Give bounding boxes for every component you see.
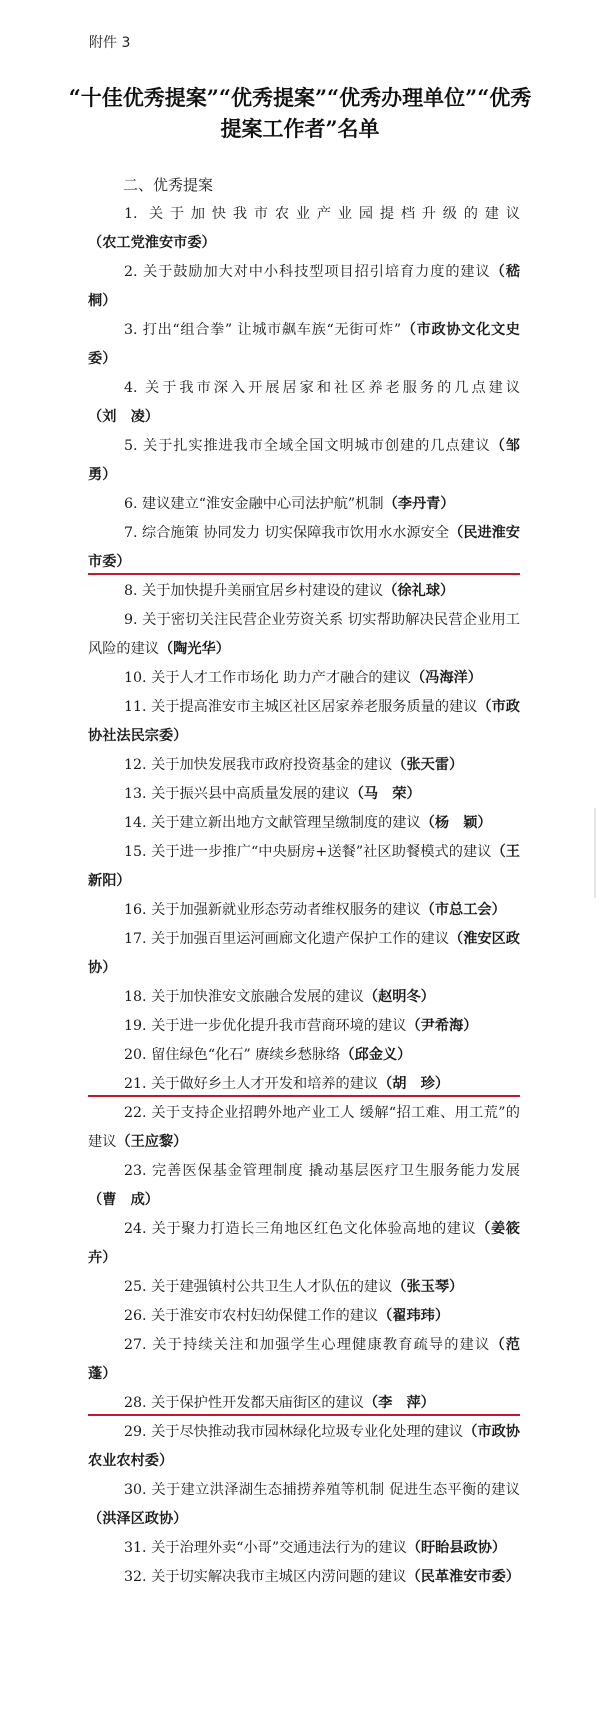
list-item: 15. 关于进一步推广“中央厨房+送餐”社区助餐模式的建议（王新阳） xyxy=(88,844,520,889)
list-item-highlighted: 7. 综合施策 协同发力 切实保障我市饮用水水源安全（民进淮安市委） xyxy=(88,519,520,577)
list-item: 25. 关于建强镇村公共卫生人才队伍的建议（张玉琴） xyxy=(124,1279,464,1295)
list-item: 11. 关于提高淮安市主城区社区居家养老服务质量的建议（市政协社法民宗委） xyxy=(88,699,520,744)
list-item: 18. 关于加快淮安文旅融合发展的建议（赵明冬） xyxy=(124,989,435,1005)
list-item: 30. 关于建立洪泽湖生态捕捞养殖等机制 促进生态平衡的建议（洪泽区政协） xyxy=(88,1482,520,1527)
page-title: “十佳优秀提案”“优秀提案”“优秀办理单位”“优秀提案工作者”名单 xyxy=(68,85,532,141)
list-item: 1. 关于加快我市农业产业园提档升级的建议（农工党淮安市委） xyxy=(88,206,520,251)
list-item: 4. 关于我市深入开展居家和社区养老服务的几点建议（刘 凌） xyxy=(88,380,520,425)
list-item: 8. 关于加快提升美丽宜居乡村建设的建议（徐礼球） xyxy=(124,583,455,599)
proposal-list xyxy=(88,200,535,1592)
list-item: 29. 关于尽快推动我市园林绿化垃圾专业化处理的建议（市政协农业农村委） xyxy=(88,1424,520,1469)
list-item: 3. 打出“组合拳” 让城市飙车族“无街可炸”（市政协文化文史委） xyxy=(88,322,520,367)
list-item: 12. 关于加快发展我市政府投资基金的建议（张天雷） xyxy=(124,757,464,773)
scroll-indicator xyxy=(594,808,596,898)
list-item: 10. 关于人才工作市场化 助力产才融合的建议（冯海洋） xyxy=(124,670,482,686)
list-item: 6. 建议建立“淮安金融中心司法护航”机制（李丹青） xyxy=(124,496,455,512)
list-item: 32. 关于切实解决我市主城区内涝问题的建议（民革淮安市委） xyxy=(124,1569,520,1585)
list-item: 24. 关于聚力打造长三角地区红色文化体验高地的建议（姜筱卉） xyxy=(88,1221,520,1266)
list-item: 9. 关于密切关注民营企业劳资关系 切实帮助解决民营企业用工风险的建议（陶光华） xyxy=(88,612,520,657)
list-item: 2. 关于鼓励加大对中小科技型项目招引培育力度的建议（嵇 桐） xyxy=(88,264,535,309)
list-item: 23. 完善医保基金管理制度 撬动基层医疗卫生服务能力发展（曹 成） xyxy=(88,1163,520,1208)
list-item-highlighted: 21. 关于做好乡土人才开发和培养的建议（胡 珍） xyxy=(88,1070,520,1099)
list-item: 27. 关于持续关注和加强学生心理健康教育疏导的建议（范 蓬） xyxy=(88,1337,535,1382)
section-heading: 二、优秀提案 xyxy=(123,176,214,194)
list-item: 19. 关于进一步优化提升我市营商环境的建议（尹希海） xyxy=(124,1018,478,1034)
list-item: 13. 关于振兴县中高质量发展的建议（马 荣） xyxy=(124,786,421,802)
list-item: 31. 关于治理外卖“小哥”交通违法行为的建议（盱眙县政协） xyxy=(124,1540,507,1556)
list-item: 22. 关于支持企业招聘外地产业工人 缓解“招工难、用工荒”的建议（王应黎） xyxy=(88,1105,520,1150)
list-item: 20. 留住绿色“化石” 赓续乡愁脉络（邱金义） xyxy=(124,1047,412,1063)
list-item: 5. 关于扎实推进我市全域全国文明城市创建的几点建议（邹 勇） xyxy=(88,438,535,483)
list-item-highlighted: 28. 关于保护性开发都天庙街区的建议（李 萍） xyxy=(88,1389,520,1418)
list-item: 14. 关于建立新出地方文献管理呈缴制度的建议（杨 颖） xyxy=(124,815,492,831)
list-item: 16. 关于加强新就业形态劳动者维权服务的建议（市总工会） xyxy=(124,902,506,918)
list-item: 17. 关于加强百里运河画廊文化遗产保护工作的建议（淮安区政协） xyxy=(88,931,520,976)
list-item: 26. 关于淮安市农村妇幼保健工作的建议（翟玮玮） xyxy=(124,1308,450,1324)
attachment-label: 附件 3 xyxy=(89,35,131,51)
